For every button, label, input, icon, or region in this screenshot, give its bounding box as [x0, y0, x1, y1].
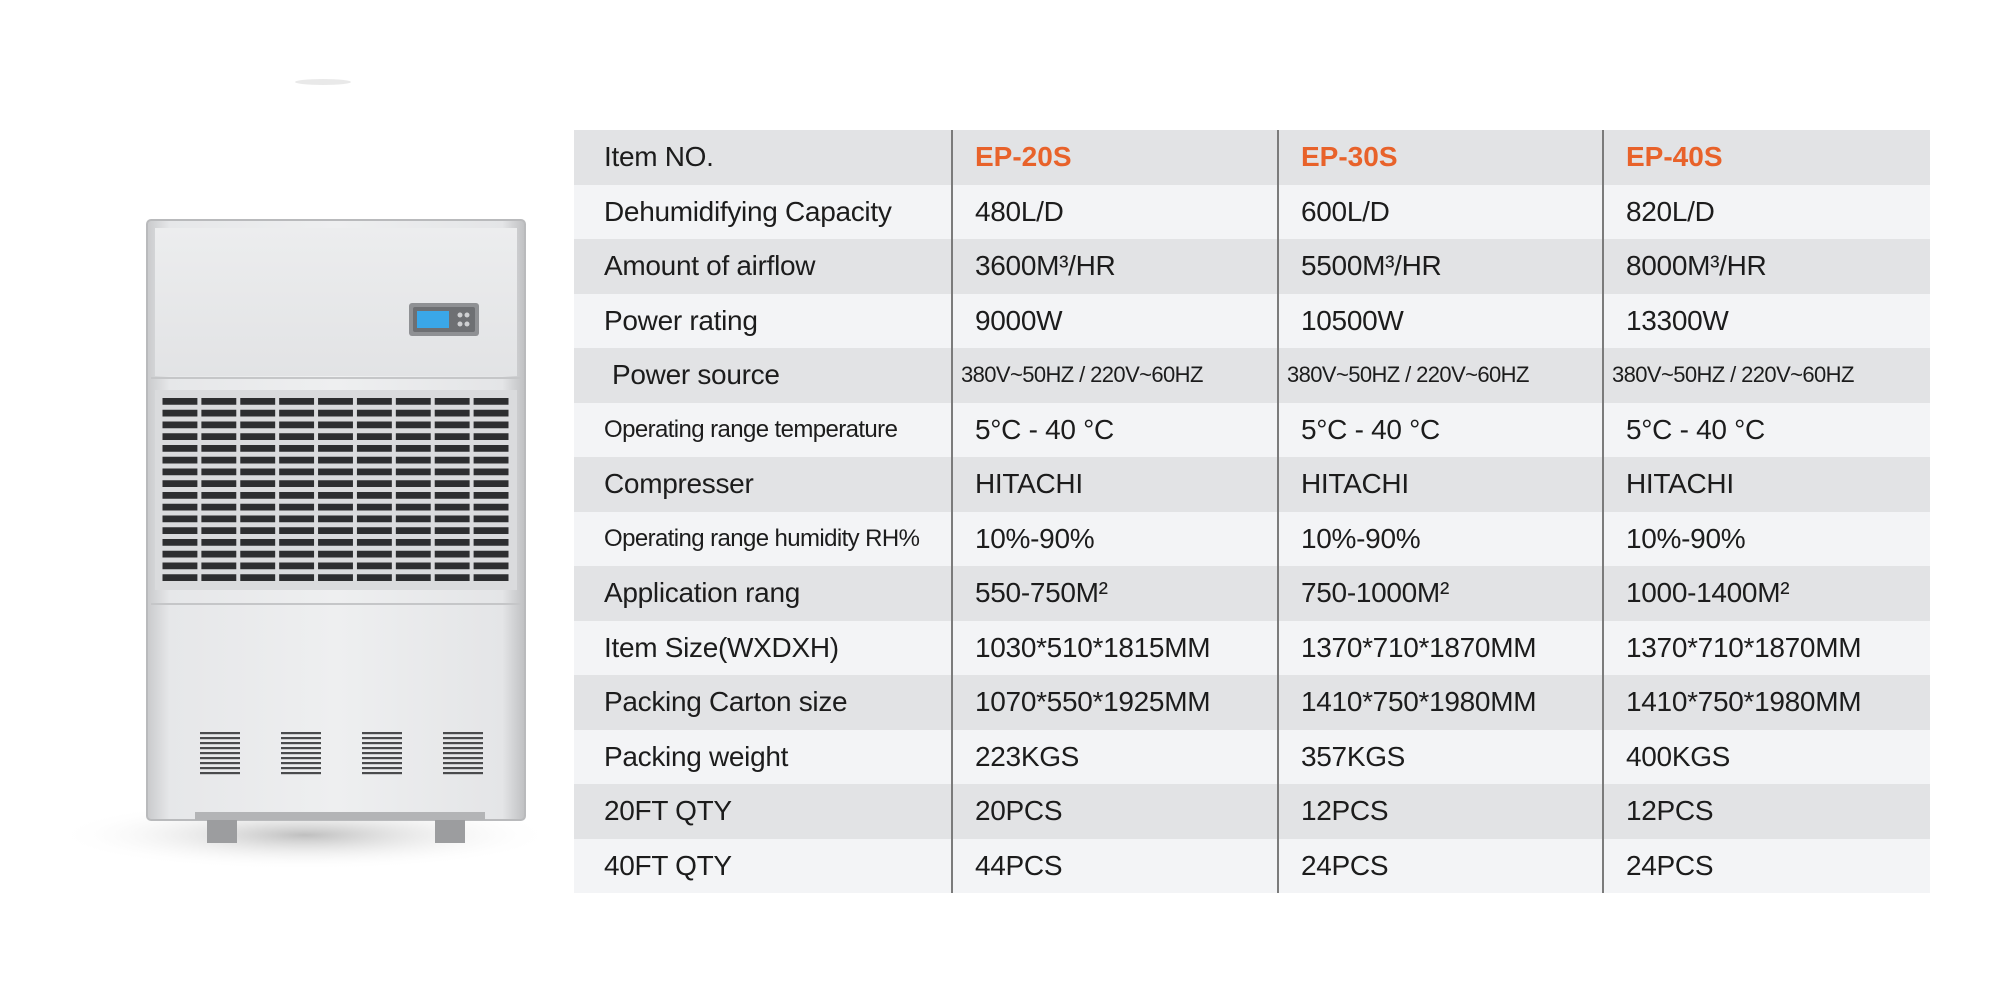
row-value: 380V~50HZ / 220V~60HZ — [1278, 348, 1603, 403]
row-label: Compresser — [604, 468, 754, 500]
table-row — [574, 185, 1930, 240]
row-value: 10%-90% — [1603, 512, 1930, 567]
table-row — [574, 348, 1930, 403]
row-value: 1070*550*1925MM — [952, 675, 1278, 730]
table-row — [574, 839, 1930, 894]
row-value: 1030*510*1815MM — [952, 621, 1278, 676]
row-label: Packing Carton size — [604, 686, 848, 718]
row-value: 750-1000M² — [1278, 566, 1603, 621]
row-value: 600L/D — [1278, 185, 1603, 240]
row-value: 1370*710*1870MM — [1278, 621, 1603, 676]
row-label: Packing weight — [604, 740, 789, 772]
row-value: 9000W — [952, 294, 1278, 349]
table-header-row — [574, 130, 1930, 185]
table-row — [574, 403, 1930, 458]
row-value: 480L/D — [952, 185, 1278, 240]
model-ep-30s: EP-30S — [1278, 130, 1603, 185]
row-value: 400KGS — [1603, 730, 1930, 785]
row-value: HITACHI — [952, 457, 1278, 512]
row-value: 1370*710*1870MM — [1603, 621, 1930, 676]
row-value: 1000-1400M² — [1603, 566, 1930, 621]
spec-table — [574, 130, 1930, 893]
row-label: 20FT QTY — [604, 795, 732, 827]
table-row — [574, 621, 1930, 676]
row-value: 820L/D — [1603, 185, 1930, 240]
row-value: 10%-90% — [1278, 512, 1603, 567]
dehumidifier-illustration — [55, 60, 555, 900]
row-label: Power source — [612, 359, 780, 391]
row-label: Dehumidifying Capacity — [604, 195, 892, 227]
table-row — [574, 566, 1930, 621]
row-label: Amount of airflow — [604, 250, 816, 282]
row-value: 3600M³/HR — [952, 239, 1278, 294]
row-value: 44PCS — [952, 839, 1278, 894]
row-value: 1410*750*1980MM — [1278, 675, 1603, 730]
table-row — [574, 294, 1930, 349]
row-label: 40FT QTY — [604, 849, 732, 881]
row-value: 380V~50HZ / 220V~60HZ — [1603, 348, 1930, 403]
product-image — [55, 60, 555, 900]
row-value: 223KGS — [952, 730, 1278, 785]
model-ep-20s: EP-20S — [952, 130, 1278, 185]
control-panel-icon — [409, 303, 479, 336]
row-value: 24PCS — [1278, 839, 1603, 894]
row-value: 5°C - 40 °C — [1603, 403, 1930, 458]
table-row — [574, 512, 1930, 567]
row-label: Operating range temperature — [604, 415, 898, 443]
row-value: 12PCS — [1278, 784, 1603, 839]
row-value: 5°C - 40 °C — [1278, 403, 1603, 458]
row-label: Power rating — [604, 304, 758, 336]
row-label: Operating range humidity RH% — [604, 524, 920, 552]
table-row — [574, 239, 1930, 294]
row-value: 1410*750*1980MM — [1603, 675, 1930, 730]
spec-table-body — [574, 130, 1930, 893]
model-ep-40s: EP-40S — [1603, 130, 1930, 185]
row-value: 24PCS — [1603, 839, 1930, 894]
row-value: 10%-90% — [952, 512, 1278, 567]
table-row — [574, 675, 1930, 730]
table-row — [574, 457, 1930, 512]
row-value: 550-750M² — [952, 566, 1278, 621]
row-value: 12PCS — [1603, 784, 1930, 839]
row-label: Application rang — [604, 577, 800, 609]
row-value: 13300W — [1603, 294, 1930, 349]
row-value: 10500W — [1278, 294, 1603, 349]
row-value: HITACHI — [1278, 457, 1603, 512]
row-value: 357KGS — [1278, 730, 1603, 785]
row-value: 5500M³/HR — [1278, 239, 1603, 294]
row-value: 380V~50HZ / 220V~60HZ — [952, 348, 1278, 403]
row-value: 5°C - 40 °C — [952, 403, 1278, 458]
header-label: Item NO. — [604, 141, 714, 173]
row-value: 20PCS — [952, 784, 1278, 839]
table-row — [574, 784, 1930, 839]
row-label: Item Size(WXDXH) — [604, 631, 839, 663]
row-value: 8000M³/HR — [1603, 239, 1930, 294]
row-value: HITACHI — [1603, 457, 1930, 512]
table-row — [574, 730, 1930, 785]
